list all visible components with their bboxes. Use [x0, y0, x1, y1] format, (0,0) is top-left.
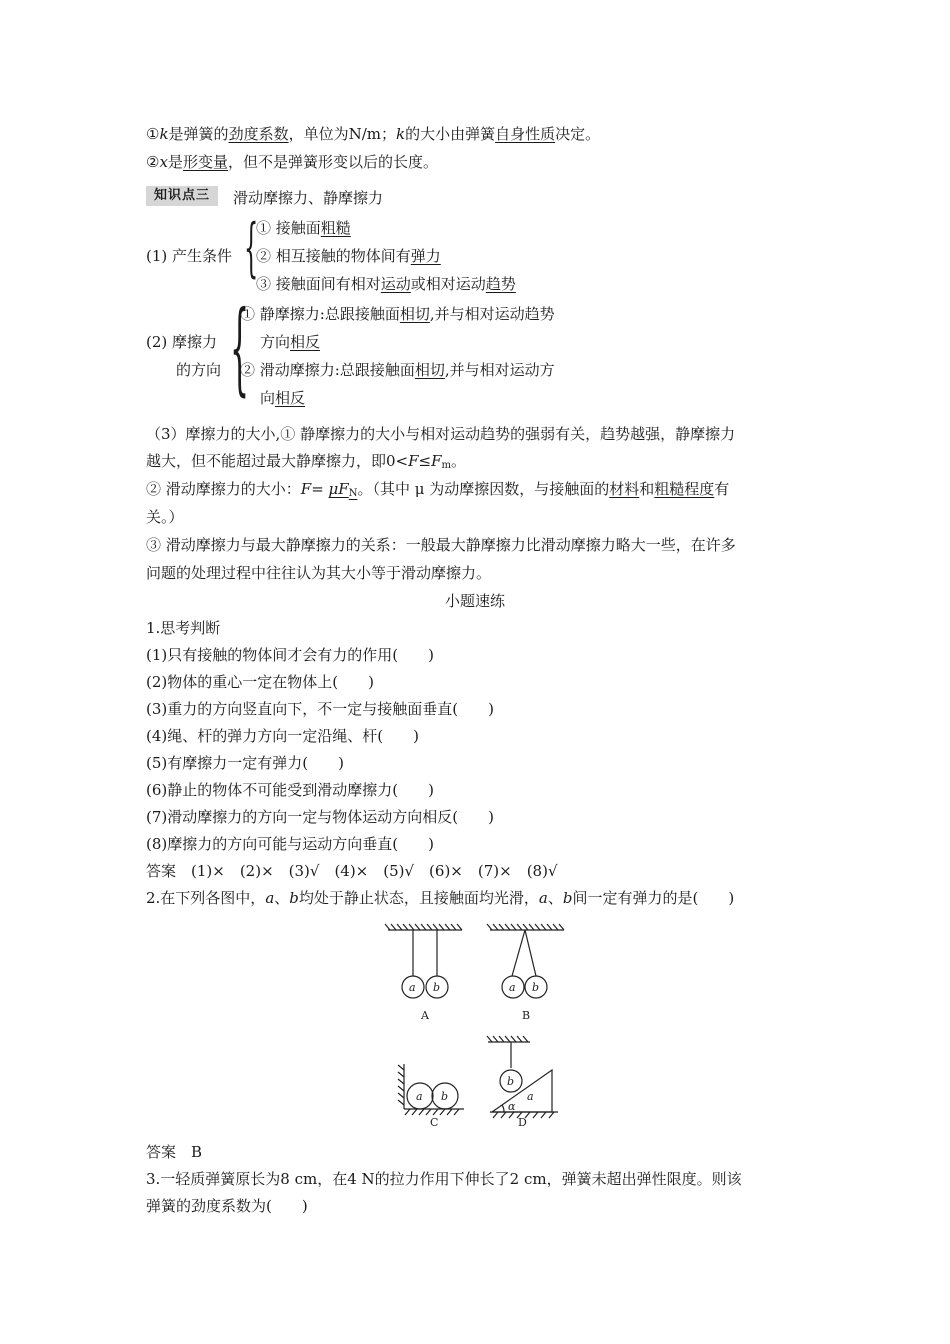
angle-label: α	[508, 1100, 516, 1113]
figure-d	[487, 1036, 558, 1118]
practice-title: 小题速练	[444, 592, 505, 610]
cond-brace: {	[244, 211, 259, 285]
figure-a	[385, 924, 462, 998]
ball-b-label: b	[433, 981, 441, 994]
ball-b-label: b	[532, 981, 540, 994]
q1-item: (2)物体的重心一定在物体上( )	[146, 673, 374, 691]
size-line-1: （3）摩擦力的大小,① 静摩擦力的大小与相对运动趋势的强弱有关，趋势越强，静摩擦力	[146, 425, 736, 443]
q2-figure	[380, 920, 580, 1135]
cond-item-3: ③ 接触面间有相对运动或相对运动趋势	[256, 275, 516, 293]
figure-label-d: D	[518, 1116, 527, 1129]
size-line-2: 越大，但不能超过最大静摩擦力，即$0<F\le F_m$。	[146, 452, 467, 471]
q2-answer: 答案 B	[146, 1143, 203, 1161]
q2-stem: 2.在下列各图中，a、b均处于静止状态，且接触面均光滑，a、b间一定有弹力的是( )	[146, 889, 735, 907]
kp2-line-x: ②x是形变量，但不是弹簧形变以后的长度。	[146, 153, 438, 171]
dir-static-1: ① 静摩擦力:总跟接触面相切,并与相对运动趋势	[240, 305, 555, 323]
ball-b-label: b	[507, 1075, 515, 1088]
cond-item-1: ① 接触面粗糙	[256, 219, 351, 237]
cond-item-2: ② 相互接触的物体间有弹力	[256, 247, 441, 265]
figure-c	[398, 1064, 464, 1115]
q1-item: (8)摩擦力的方向可能与运动方向垂直( )	[146, 835, 434, 853]
ball-a-label: a	[409, 981, 416, 994]
q1-item: (6)静止的物体不可能受到滑动摩擦力( )	[146, 781, 434, 799]
q1-item: (7)滑动摩擦力的方向一定与物体运动方向相反( )	[146, 808, 494, 826]
q3-line-2: 弹簧的劲度系数为( )	[146, 1197, 308, 1215]
q1-title: 1.思考判断	[146, 619, 221, 637]
q1-item: (3)重力的方向竖直向下，不一定与接触面垂直( )	[146, 700, 494, 718]
slide-size-line-1: ② 滑动摩擦力的大小：$F= \mu F_N$。（其中 μ 为动摩擦因数，与接触面的材料和粗糙程度有	[146, 480, 730, 499]
relation-line-2: 问题的处理过程中往往认为其大小等于滑动摩擦力。	[146, 564, 492, 582]
dir-slide-1: ② 滑动摩擦力:总跟接触面相切,并与相对运动方	[240, 361, 555, 379]
relation-line-1: ③ 滑动摩擦力与最大静摩擦力的关系：一般最大静摩擦力比滑动摩擦力略大一些，在许多	[146, 536, 736, 554]
kp3-title: 滑动摩擦力、静摩擦力	[233, 189, 384, 207]
ball-b-label: b	[441, 1090, 449, 1103]
kp2-line-k: ①k是弹簧的劲度系数，单位为N/m；k的大小由弹簧自身性质决定。	[146, 125, 601, 143]
q1-item: (5)有摩擦力一定有弹力( )	[146, 754, 344, 772]
q3-line-1: 3.一轻质弹簧原长为8 cm，在4 N的拉力作用下伸长了2 cm，弹簧未超出弹性限度。则该	[146, 1170, 742, 1188]
ball-a-label: a	[509, 981, 516, 994]
q1-item: (4)绳、杆的弹力方向一定沿绳、杆( )	[146, 727, 419, 745]
dir-label-2: 的方向	[176, 361, 222, 379]
knowledge-point-badge: 知识点三	[146, 186, 218, 206]
dir-slide-2: 向相反	[260, 389, 306, 407]
q1-answer: 答案 (1)× (2)× (3)√ (4)× (5)√ (6)× (7)× (8)√	[146, 862, 558, 880]
wedge-a-label: a	[527, 1090, 534, 1103]
dir-brace: {	[230, 289, 250, 406]
dir-static-2: 方向相反	[260, 333, 321, 351]
figure-label-a: A	[421, 1009, 429, 1022]
slide-size-line-2: 关。）	[146, 508, 184, 526]
ball-a-label: a	[416, 1090, 423, 1103]
figure-label-b: B	[522, 1009, 531, 1022]
figure-b	[487, 924, 564, 998]
cond-label: (1) 产生条件	[146, 247, 233, 265]
q1-item: (1)只有接触的物体间才会有力的作用( )	[146, 646, 434, 664]
dir-label-1: (2) 摩擦力	[146, 333, 218, 351]
figure-label-c: C	[430, 1116, 439, 1129]
